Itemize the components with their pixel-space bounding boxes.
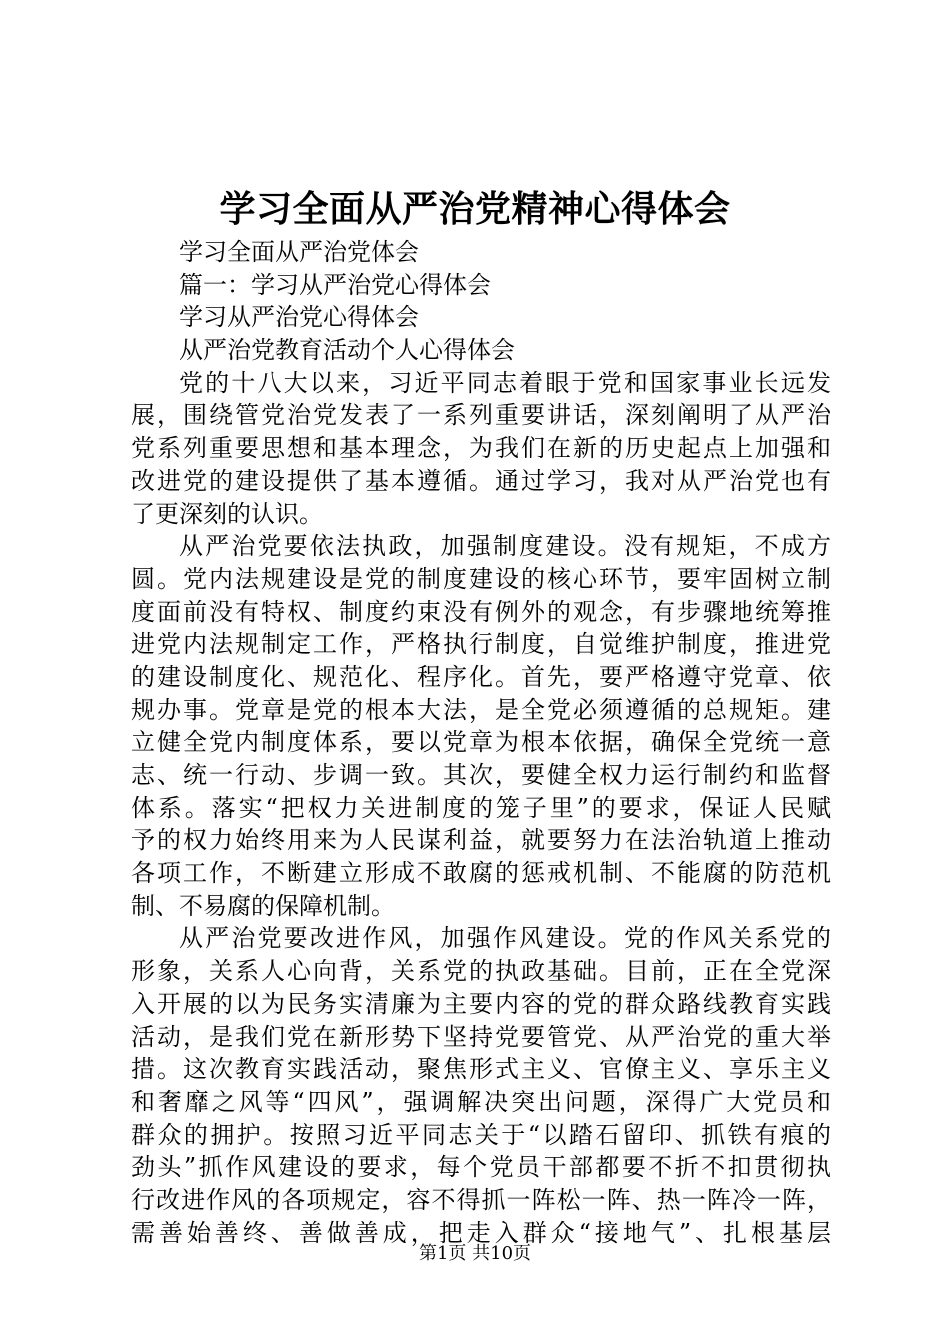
paragraph-line: 各项工作，不断建立形成不敢腐的惩戒机制、不能腐的防范机 [131,859,831,888]
paragraph-3 [131,922,831,1249]
heading-line: 从严治党教育活动个人心得体会 [179,336,515,365]
paragraph-2 [131,530,831,922]
paragraph-line: 规办事。党章是党的根本大法，是全党必须遵循的总规矩。建 [131,695,831,724]
paragraph-line: 改进党的建设提供了基本遵循。通过学习，我对从严治党也有 [131,466,831,495]
paragraph-line: 劲头”抓作风建设的要求，每个党员干部都要不折不扣贯彻执 [131,1153,831,1182]
paragraph-line: 立健全党内制度体系，要以党章为根本依据，确保全党统一意 [131,728,831,757]
paragraph-line: 体系。落实“把权力关进制度的笼子里”的要求，保证人民赋 [131,793,831,822]
paragraph-line: 展，围绕管党治党发表了一系列重要讲话，深刻阐明了从严治 [131,401,831,430]
paragraph-line: 和奢靡之风等“四风”，强调解决突出问题，深得广大党员和 [131,1087,831,1116]
paragraph-line: 从严治党要依法执政，加强制度建设。没有规矩，不成方 [179,532,831,561]
paragraph-line: 形象，关系人心向背，关系党的执政基础。目前，正在全党深 [131,957,831,986]
paragraph-line: 从严治党要改进作风，加强作风建设。党的作风关系党的 [179,924,831,953]
paragraph-line: 予的权力始终用来为人民谋利益，就要努力在法治轨道上推动 [131,826,831,855]
heading-line: 学习全面从严治党体会 [179,238,419,266]
paragraph-line: 党系列重要思想和基本理念，为我们在新的历史起点上加强和 [131,434,831,463]
paragraph-line: 志、统一行动、步调一致。其次，要健全权力运行制约和监督 [131,761,831,789]
document-body [131,236,831,1249]
paragraph-line: 了更深刻的认识。 [131,499,323,528]
paragraph-line: 圆。党内法规建设是党的制度建设的核心环节，要牢固树立制 [131,564,831,593]
page-footer: 第1页 共10页 [418,1243,532,1264]
paragraph-line: 需善始善终、善做善成，把走入群众“接地气”、扎根基层 [131,1218,831,1247]
paragraph-line: 措。这次教育实践活动，聚焦形式主义、官僚主义、享乐主义 [131,1055,831,1084]
paragraph-line: 活动，是我们党在新形势下坚持党要管党、从严治党的重大举 [131,1022,831,1051]
paragraph-line: 制、不易腐的保障机制。 [131,891,395,920]
heading-line: 学习从严治党心得体会 [179,303,419,332]
paragraph-line: 党的十八大以来，习近平同志着眼于党和国家事业长远发 [179,368,831,397]
document-title: 学习全面从严治党精神心得体会 [219,188,731,230]
paragraph-line: 行改进作风的各项规定，容不得抓一阵松一阵、热一阵冷一阵， [131,1185,831,1214]
paragraph-line: 群众的拥护。按照习近平同志关于“以踏石留印、抓铁有痕的 [131,1120,831,1149]
paragraph-line: 进党内法规制定工作，严格执行制度，自觉维护制度，推进党 [131,630,831,659]
paragraph-line: 度面前没有特权、制度约束没有例外的观念，有步骤地统筹推 [131,597,831,626]
paragraph-line: 入开展的以为民务实清廉为主要内容的党的群众路线教育实践 [131,989,831,1018]
paragraph-line: 的建设制度化、规范化、程序化。首先，要严格遵守党章、依 [131,662,831,691]
paragraph-1 [131,367,831,530]
heading-line: 篇一：学习从严治党心得体会 [179,270,491,299]
